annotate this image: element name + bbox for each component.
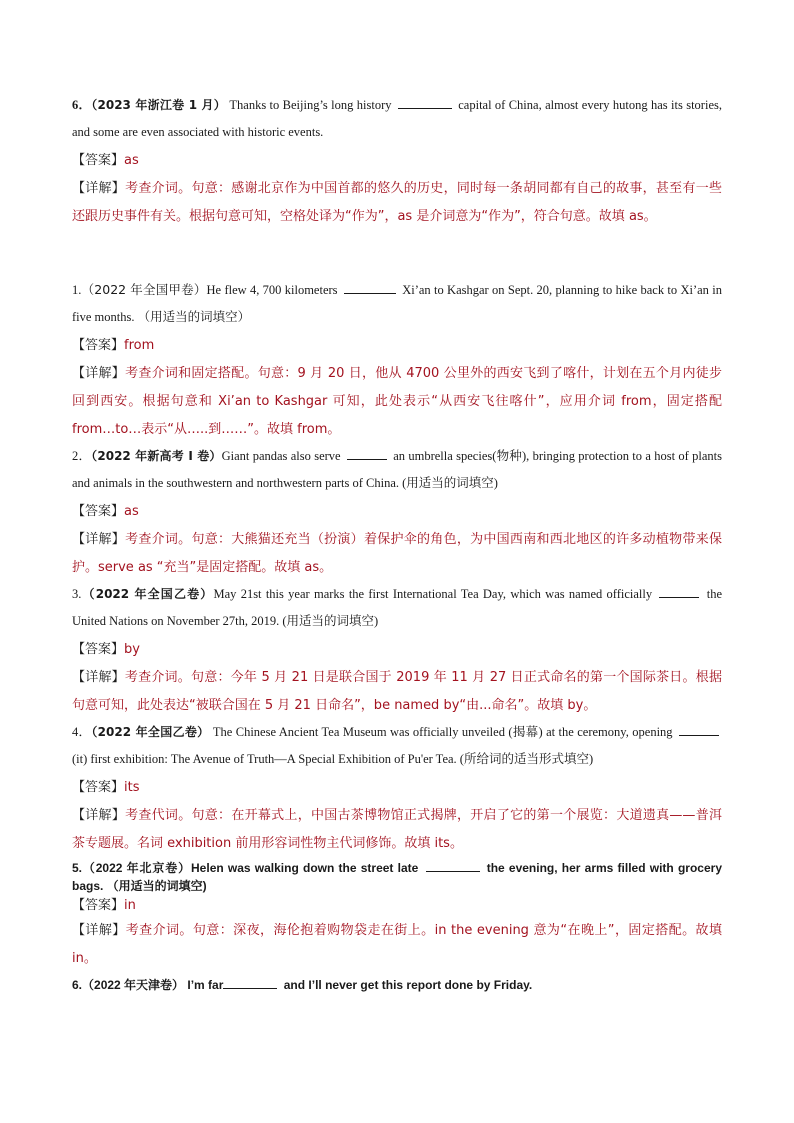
answer-blank[interactable] bbox=[223, 976, 277, 989]
answer-tag: 【答案】 bbox=[72, 780, 125, 795]
answer-tag: 【答案】 bbox=[72, 504, 125, 519]
detail-tag: 【详解】 bbox=[72, 808, 126, 823]
answer-value: by bbox=[124, 642, 140, 657]
question-number: 5. bbox=[72, 861, 83, 875]
question-number: 3. bbox=[72, 587, 82, 601]
question-number: 2． bbox=[72, 449, 92, 463]
detail-text: 考查介词。句意：感谢北京作为中国首都的悠久的历史，同时每一条胡同都有自己的故事，甚至有一些还跟历史事件有关。根据句意可知，空格处译为“作为”，as 是介词意为“作为”，符合句意。故填 as。 bbox=[72, 181, 722, 224]
answer-line bbox=[72, 895, 722, 916]
detail-text: 考查介词。句意：今年 5 月 21 日是联合国于 2019 年 11 月 27 日正式命名的第一个国际茶日。根据句意可知，此处表达“被联合国在 5 月 21 日命名”，be named by“由...命名”。故填 by。 bbox=[72, 670, 722, 713]
answer-tag: 【答案】 bbox=[72, 153, 125, 168]
question-source: （2022 年全国甲卷） bbox=[81, 282, 207, 297]
answer-value: as bbox=[124, 504, 139, 519]
detail-line bbox=[72, 525, 722, 581]
question-source: （2022 年北京卷） bbox=[82, 861, 192, 875]
detail-text: 考查代词。句意：在开幕式上，中国古茶博物馆正式揭牌，开启了它的第一个展览：大道遗真——普洱茶专题展。名词 exhibition 前用形容词性物主代词修饰。故填 its。 bbox=[72, 808, 722, 851]
answer-line bbox=[72, 773, 722, 801]
question-number: 6. bbox=[72, 978, 83, 992]
detail-text: 考查介词。句意：大熊猫还充当（扮演）着保护伞的角色，为中国西南和西北地区的许多动植物带来保护。serve as “充当”是固定搭配。故填 as。 bbox=[72, 532, 722, 575]
question-source: （2022 年全国乙卷） bbox=[81, 587, 214, 601]
detail-line bbox=[72, 916, 722, 972]
question-text-before: Thanks to Beijing’s long history bbox=[226, 98, 395, 112]
detail-tag: 【详解】 bbox=[72, 366, 126, 381]
question-source: （2022 年新高考 I 卷） bbox=[91, 449, 222, 463]
worksheet-page bbox=[72, 92, 722, 999]
question-item bbox=[72, 276, 722, 331]
question-text-after: the United Nations on November 27th, 2019. (用适当的词填空) bbox=[72, 587, 722, 628]
detail-line bbox=[72, 359, 722, 443]
question-text-after: (it) first exhibition: The Avenue of Truth—A Special Exhibition of Pu'er Tea. (所给词的适当形式填空) bbox=[72, 752, 594, 766]
answer-blank[interactable] bbox=[398, 96, 452, 109]
question-source: （2022 年天津卷） bbox=[82, 978, 185, 992]
detail-line bbox=[72, 663, 722, 719]
question-text-after: an umbrella species(物种), bringing protection to a host of plants and animals in the southwestern and northwestern parts of China. (用适当的词填空) bbox=[72, 449, 722, 490]
question-item bbox=[72, 972, 722, 999]
detail-text: 考查介词。句意：深夜，海伦抱着购物袋走在街上。in the evening 意为“在晚上”，固定搭配。故填 in。 bbox=[72, 923, 722, 966]
answer-blank[interactable] bbox=[679, 723, 719, 736]
answer-blank[interactable] bbox=[426, 859, 480, 872]
question-item bbox=[72, 581, 722, 635]
detail-tag: 【详解】 bbox=[72, 181, 126, 196]
detail-line bbox=[72, 801, 722, 857]
answer-value: from bbox=[124, 338, 155, 353]
question-text-after: Xi’an to Kashgar on Sept. 20, planning to hike back to Xi’an in five months. （用适当的词填空） bbox=[72, 283, 722, 324]
answer-value: its bbox=[124, 780, 140, 795]
answer-line bbox=[72, 497, 722, 525]
answer-tag: 【答案】 bbox=[72, 338, 125, 353]
answer-blank[interactable] bbox=[659, 585, 699, 598]
detail-line bbox=[72, 174, 722, 230]
question-text-after: and I’ll never get this report done by Friday. bbox=[280, 978, 533, 992]
question-item bbox=[72, 443, 722, 497]
question-text-after: the evening, her arms filled with grocery bags. （用适当的词填空) bbox=[72, 861, 722, 893]
detail-tag: 【详解】 bbox=[72, 670, 125, 685]
question-item bbox=[72, 92, 722, 146]
question-text-before: Giant pandas also serve bbox=[221, 449, 344, 463]
answer-line bbox=[72, 331, 722, 359]
question-item bbox=[72, 859, 722, 895]
detail-tag: 【详解】 bbox=[72, 923, 126, 938]
question-item bbox=[72, 719, 722, 773]
answer-blank[interactable] bbox=[347, 447, 387, 460]
question-text-before: I’m far bbox=[184, 978, 224, 992]
answer-value: as bbox=[124, 153, 139, 168]
question-text-after: capital of China, almost every hutong has its stories, and some are even associated with historic events. bbox=[72, 98, 722, 139]
question-source: （2023 年浙江卷 1 月） bbox=[91, 98, 227, 112]
question-text-before: The Chinese Ancient Tea Museum was officially unveiled (揭幕) at the ceremony, opening bbox=[209, 725, 676, 739]
question-number: 4． bbox=[72, 725, 92, 739]
answer-value: in bbox=[124, 898, 136, 913]
question-text-before: Helen was walking down the street late bbox=[191, 861, 423, 875]
answer-tag: 【答案】 bbox=[72, 898, 125, 913]
answer-blank[interactable] bbox=[344, 281, 396, 294]
answer-line bbox=[72, 146, 722, 174]
answer-tag: 【答案】 bbox=[72, 642, 125, 657]
detail-tag: 【详解】 bbox=[72, 532, 126, 547]
detail-text: 考查介词和固定搭配。句意：9 月 20 日，他从 4700 公里外的西安飞到了喀什，计划在五个月内徒步回到西安。根据句意和 Xi’an to Kashgar 可知，此处表示“从西安飞往喀什”，应用介词 from，固定搭配 from…to…表示“从…..到……”。故填 from。 bbox=[72, 366, 722, 437]
question-text-before: May 21st this year marks the first International Tea Day, which was named officially bbox=[213, 587, 657, 601]
question-number: 1. bbox=[72, 283, 82, 297]
question-text-before: He flew 4, 700 kilometers bbox=[206, 283, 341, 297]
answer-line bbox=[72, 635, 722, 663]
question-number: 6． bbox=[72, 98, 92, 112]
question-source: （2022 年全国乙卷） bbox=[91, 725, 210, 739]
